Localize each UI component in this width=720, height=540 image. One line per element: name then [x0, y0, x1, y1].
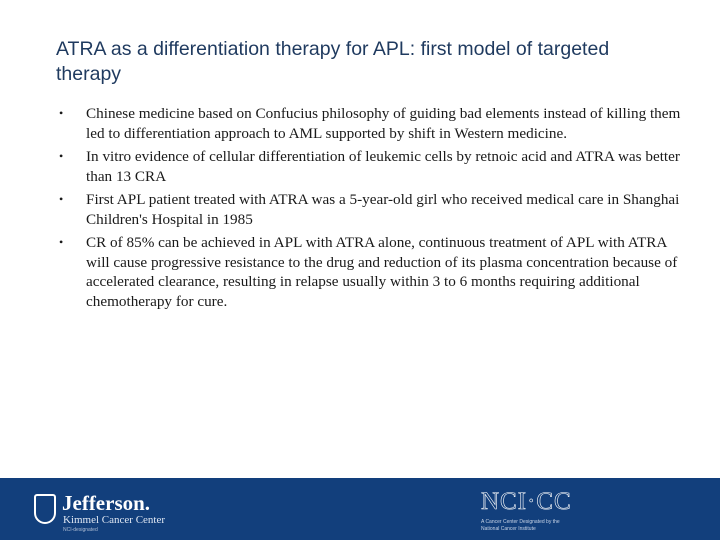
jefferson-logo [34, 492, 194, 532]
footer-bar [0, 478, 720, 540]
jefferson-name: Jefferson. [62, 491, 151, 515]
bullet-list [56, 104, 686, 315]
bullet-text: CR of 85% can be achieved in APL with ATRA alone, continuous treatment of APL with ATRA will cause progressive resistance to the drug and reduction of its plasma concentration because of accelerated clearance, resulting in relapse usually within 3 to 6 months requiring additional chemotherapy for cure. [86, 234, 678, 310]
bullet-item [56, 233, 686, 311]
bullet-item [56, 147, 686, 186]
bullet-item [56, 190, 686, 229]
nci-caption-line2: National Cancer Institute [481, 526, 536, 532]
bullet-dot: • [59, 192, 64, 206]
bullet-dot: • [59, 106, 64, 120]
nci-logo [481, 488, 581, 538]
bullet-text: First APL patient treated with ATRA was a 5-year-old girl who received medical care in Shanghai Children's Hospital in 1985 [86, 191, 680, 228]
jefferson-subtitle: Kimmel Cancer Center [63, 514, 166, 526]
jefferson-tagline: NCI-designated [63, 527, 98, 533]
nci-name: NCI·CC [481, 488, 572, 515]
slide-title: ATRA as a differentiation therapy for APL: first model of targeted therapy [56, 38, 610, 85]
shield-icon [34, 494, 56, 524]
bullet-dot: • [59, 149, 64, 163]
nci-caption-line1: A Cancer Center Designated by the [481, 519, 560, 525]
bullet-item [56, 104, 686, 143]
nci-caption [481, 519, 560, 533]
bullet-dot: • [59, 235, 64, 249]
bullet-text: Chinese medicine based on Confucius philosophy of guiding bad elements instead of killing them led to differentiation approach to AML supported by shift in Western medicine. [86, 105, 681, 142]
bullet-text: In vitro evidence of cellular differentiation of leukemic cells by retnoic acid and ATRA was better than 13 CRA [86, 148, 680, 185]
